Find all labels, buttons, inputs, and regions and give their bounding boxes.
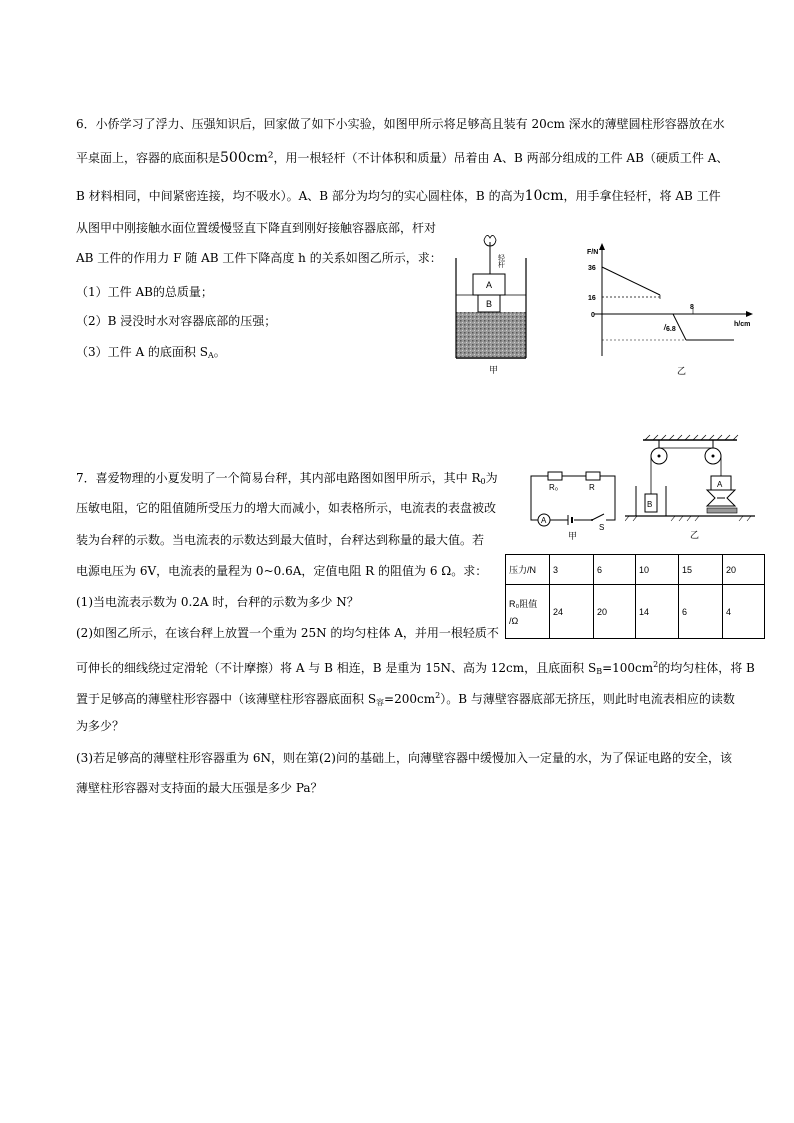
table-cell: 6 — [594, 555, 636, 585]
q7-sub2-line4: 为多少？ — [76, 719, 125, 733]
q7-sub3-line2: 薄壁柱形容器对支持面的最大压强是多少 Pa？ — [76, 781, 323, 795]
block-a-label: A — [486, 280, 493, 290]
r-label: R — [589, 483, 595, 492]
resistor-r — [586, 472, 600, 480]
q7-line4: 电源电压为 6V，电流表的量程为 0~0.6A，定值电阻 R 的阻值为 6 Ω。求： — [76, 564, 488, 578]
table-row — [506, 555, 765, 585]
table-cell: 6 — [679, 585, 723, 639]
q7-sub3-line1: (3)若足够高的薄壁柱形容器重为 6N，则在第(2)问的基础上，向薄壁容器中缓慢加入一定量的水，为了保证电路的安全，该 — [76, 751, 732, 765]
figure-jia-caption: 甲 — [489, 365, 499, 375]
table-cell: 20 — [594, 585, 636, 639]
q6-line5: AB 工件的作用力 F 随 AB 工件下降高度 h 的关系如图乙所示，求： — [76, 251, 442, 265]
q6-line1: 6．小侨学习了浮力、压强知识后，回家做了如下小实验，如图甲所示将足够高且装有 20cm 深水的薄壁圆柱形容器放在水 — [76, 117, 725, 131]
tick-36: 36 — [588, 265, 596, 272]
ammeter-label: A — [541, 516, 547, 525]
q6-height-value: 10cm — [524, 188, 564, 204]
circuit-wire — [531, 476, 615, 520]
table-cell: 15 — [679, 555, 723, 585]
pulley-a-label: A — [717, 480, 723, 489]
pressure-resistance-table — [505, 554, 765, 639]
y-axis-label: F/N — [587, 249, 599, 256]
rod-label: 轻杆 — [497, 254, 505, 268]
pulley-b-label: B — [647, 500, 653, 509]
q6-line3: B 材料相同，中间紧密连接，均不吸水）。A、B 部分为均匀的实心圆柱体，B 的高为10cm，用手拿住轻杆，将 AB 工件 — [76, 188, 721, 204]
table-cell: 3 — [550, 555, 594, 585]
r0-label: R₀ — [549, 483, 559, 492]
q7-line3: 装为台秤的示数。当电流表的示数达到最大值时，台秤达到称量的最大值。若 — [76, 533, 485, 547]
q6-figure-jia — [440, 232, 540, 377]
q6-sub3: （3）工件 A 的底面积 $S_A$。 — [76, 345, 226, 360]
tick-8: 8 — [690, 304, 694, 311]
q7-line2: 压敏电阻，它的阻值随所受压力的增大而减小，如表格所示，电流表的表盘被改 — [76, 501, 497, 515]
q7-line1: 7．喜爱物理的小夏发明了一个简易台秤，其内部电路图如图甲所示，其中 $R_0$为 — [76, 471, 498, 486]
graph-segment-1 — [602, 267, 660, 295]
table-cell: 10 — [636, 555, 679, 585]
scale-base — [707, 508, 737, 513]
q7-sub2-line1: (2)如图乙所示，在该台秤上放置一个重为 25N 的均匀柱体 A，并用一根轻质不 — [76, 626, 499, 640]
pulley-caption: 乙 — [690, 530, 700, 540]
x-axis-label: h/cm — [734, 321, 751, 328]
table-cell: 14 — [636, 585, 679, 639]
block-b-label: B — [486, 299, 493, 309]
circuit-caption: 甲 — [568, 531, 578, 541]
figure-yi-caption: 乙 — [677, 366, 687, 376]
q7-sub1: (1)当电流表示数为 0.2A 时，台秤的示数为多少 N？ — [76, 595, 359, 609]
q6-line2: 平桌面上，容器的底面积是500cm²，用一根轻杆（不计体积和质量）吊着由 A、B 两部分组成的工件 AB（硬质工件 A、 — [76, 150, 729, 166]
q6-figure-yi — [580, 238, 760, 378]
q6-area-value: 500cm² — [220, 150, 274, 166]
q7-sub2-line2: 可伸长的细线绕过定滑轮（不计摩擦）将 A 与 B 相连，B 是重为 15N、高为 12cm，且底面积 $S_B=100cm^2$的均匀柱体，将 B — [76, 660, 755, 676]
tick-6-8: 6.8 — [666, 326, 676, 333]
tick-16: 16 — [588, 295, 596, 302]
q6-line4: 从图甲中刚接触水面位置缓慢竖直下降直到刚好接触容器底部，杆对 — [76, 221, 437, 235]
table-cell: 4 — [723, 585, 765, 639]
table-row — [506, 585, 765, 639]
q6-sub1: （1）工件 AB的总质量； — [76, 285, 213, 299]
q7-circuit-figure — [524, 466, 624, 542]
table-cell: 24 — [550, 585, 594, 639]
q7-pulley-figure — [625, 432, 760, 544]
table-cell: 20 — [723, 555, 765, 585]
row2-label: R₀阻值 /Ω — [506, 585, 550, 639]
tick-0: 0 — [591, 312, 595, 319]
q6-sub2: （2）B 浸没时水对容器底部的压强； — [76, 314, 277, 328]
water — [456, 312, 526, 357]
switch-label: S — [599, 523, 605, 532]
resistor-r0 — [548, 472, 562, 480]
row1-label: 压力/N — [506, 555, 550, 585]
q7-sub2-line3: 置于足够高的薄壁柱形容器中（该薄壁柱形容器底面积 $S_容=200cm^2$）。B 与薄壁容器底部无挤压，则此时电流表相应的读数 — [76, 691, 735, 707]
